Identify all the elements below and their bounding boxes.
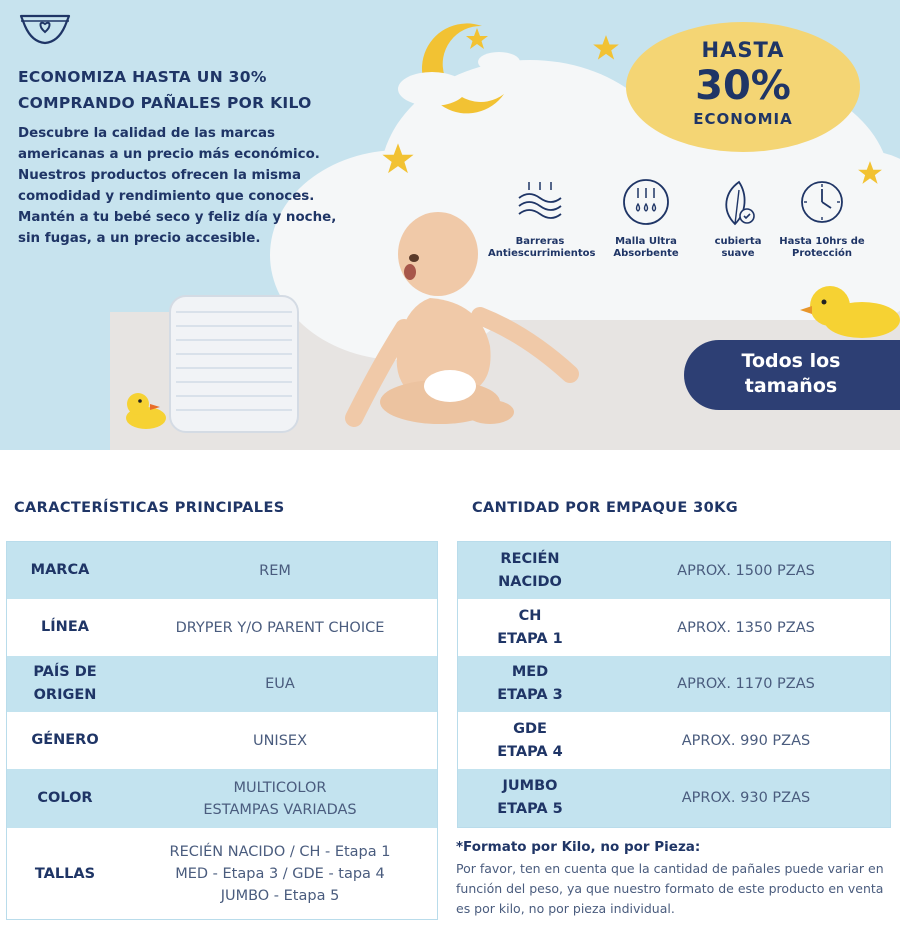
promo-line-1: HASTA bbox=[701, 38, 785, 62]
hero-banner bbox=[0, 0, 900, 450]
diaper-stack-illustration bbox=[166, 288, 306, 438]
characteristics-table bbox=[6, 541, 438, 920]
row-key bbox=[458, 718, 602, 764]
row-key-line: GÉNERO bbox=[31, 732, 99, 748]
row-value bbox=[113, 560, 437, 582]
intro-paragraph: Descubre la calidad de las marcas americanas a un precio más económico. Nuestros productos ofrecen la misma comodidad y rendimiento que conoces. Mantén a tu bebé seco y feliz día y noche, sin fugas, a un precio accesible. bbox=[18, 126, 337, 246]
baby-illustration bbox=[330, 206, 596, 436]
clock-icon bbox=[795, 178, 849, 228]
row-value bbox=[123, 777, 437, 821]
row-key-line: TALLAS bbox=[34, 865, 96, 882]
table-row bbox=[458, 542, 890, 600]
table-row bbox=[458, 600, 890, 656]
promo-percent: 30% bbox=[695, 63, 791, 109]
note-text: Por favor, ten en cuenta que la cantidad de pañales puede variar en función del peso, ya que nuestro formato de este producto en venta es por kilo, no por pieza individual. bbox=[456, 861, 884, 916]
row-key-line: COLOR bbox=[37, 790, 93, 806]
leaf-check-icon bbox=[711, 178, 765, 228]
headline-line-1: ECONOMIZA HASTA UN 30% bbox=[18, 68, 267, 86]
row-key-line: ORIGEN bbox=[33, 687, 97, 703]
headline bbox=[18, 64, 378, 116]
row-key bbox=[7, 729, 123, 752]
row-value-line: ESTAMPAS VARIADAS bbox=[203, 801, 357, 818]
row-key-line: ETAPA 5 bbox=[497, 801, 563, 817]
star-icon bbox=[465, 27, 489, 51]
row-key bbox=[7, 661, 123, 707]
row-value bbox=[123, 673, 437, 695]
feature-label-line-1: Barreras bbox=[515, 236, 565, 247]
row-key-line: MED bbox=[511, 664, 549, 680]
row-value: APROX. 990 PZAS bbox=[681, 732, 811, 749]
row-key-line: PAÍS DE bbox=[33, 664, 97, 680]
promo-badge bbox=[626, 22, 860, 152]
row-key bbox=[458, 548, 602, 594]
row-key-line: ETAPA 3 bbox=[497, 687, 563, 703]
table-row bbox=[7, 769, 437, 829]
feature-label-line-2: Absorbente bbox=[613, 248, 679, 259]
feature-label-line-2: Protección bbox=[792, 248, 852, 259]
row-value-line: DRYPER Y/O PARENT CHOICE bbox=[175, 619, 385, 636]
table-row bbox=[7, 542, 437, 600]
table-row bbox=[458, 713, 890, 769]
row-value-line: EUA bbox=[265, 676, 295, 692]
small-cloud bbox=[478, 52, 520, 72]
row-value: APROX. 1500 PZAS bbox=[677, 562, 815, 579]
row-value-line: MED - Etapa 3 / GDE - tapa 4 bbox=[175, 866, 385, 882]
row-key-line: RECIÉN bbox=[500, 550, 560, 567]
note-title: *Formato por Kilo, no por Pieza: bbox=[456, 839, 701, 855]
feature-label-line-1: Malla Ultra bbox=[615, 236, 677, 247]
characteristics-title: CARACTERÍSTICAS PRINCIPALES bbox=[14, 500, 285, 516]
feature-label-line-2: suave bbox=[721, 248, 755, 259]
row-value: APROX. 1170 PZAS bbox=[677, 676, 815, 692]
absorbent-drops-icon bbox=[619, 178, 673, 228]
row-key-line: ETAPA 4 bbox=[497, 743, 563, 760]
row-value bbox=[123, 730, 437, 752]
feature-protection bbox=[770, 178, 874, 260]
row-key-line: GDE bbox=[513, 720, 547, 737]
small-cloud bbox=[398, 72, 466, 106]
star-icon bbox=[381, 142, 415, 176]
row-key bbox=[7, 787, 123, 810]
row-value: APROX. 930 PZAS bbox=[681, 790, 811, 806]
row-value bbox=[123, 617, 437, 639]
quantity-title: CANTIDAD POR EMPAQUE 30KG bbox=[472, 500, 739, 516]
headline-line-2: COMPRANDO PAÑALES POR KILO bbox=[18, 94, 312, 112]
row-key-line: LÍNEA bbox=[41, 619, 89, 635]
quantity-table bbox=[457, 541, 891, 828]
feature-label-line-1: cubierta bbox=[714, 236, 762, 247]
all-sizes-button[interactable] bbox=[684, 340, 900, 410]
row-key bbox=[458, 661, 602, 707]
table-row bbox=[7, 656, 437, 713]
table-row bbox=[7, 600, 437, 656]
row-key-line: CH bbox=[518, 607, 542, 624]
row-value-line: RECIÉN NACIDO / CH - Etapa 1 bbox=[169, 844, 391, 860]
feature-label bbox=[770, 236, 874, 260]
table-row bbox=[458, 656, 890, 713]
rubber-duck-illustration bbox=[120, 386, 168, 430]
row-key bbox=[7, 559, 113, 582]
row-key bbox=[7, 863, 123, 886]
rubber-duck-illustration bbox=[800, 278, 900, 340]
diaper-heart-icon bbox=[18, 12, 72, 46]
row-value bbox=[123, 841, 437, 907]
all-sizes-line-1: Todos los bbox=[741, 350, 841, 372]
row-key-line: MARCA bbox=[30, 562, 90, 578]
row-value-line: MULTICOLOR bbox=[233, 779, 327, 796]
feature-label-line-1: Hasta 10hrs de bbox=[779, 236, 865, 247]
row-key-line: ETAPA 1 bbox=[497, 630, 563, 647]
feature-label-line-2: Antiescurrimientos bbox=[488, 248, 596, 259]
row-key bbox=[7, 616, 123, 639]
row-key-line: NACIDO bbox=[498, 573, 562, 590]
feature-mesh bbox=[594, 178, 698, 260]
star-icon bbox=[592, 34, 620, 62]
promo-line-3: ECONOMIA bbox=[693, 110, 793, 128]
table-row bbox=[7, 829, 437, 919]
all-sizes-line-2: tamaños bbox=[744, 375, 838, 397]
row-value-line: UNISEX bbox=[252, 732, 308, 749]
feature-label bbox=[594, 236, 698, 260]
row-value: APROX. 1350 PZAS bbox=[677, 619, 815, 636]
row-value-line: REM bbox=[259, 562, 291, 579]
table-row bbox=[7, 713, 437, 769]
row-key-line: JUMBO bbox=[502, 778, 558, 794]
table-row bbox=[458, 769, 890, 827]
row-key bbox=[458, 605, 602, 651]
row-key bbox=[458, 775, 602, 821]
row-value-line: JUMBO - Etapa 5 bbox=[220, 888, 340, 904]
